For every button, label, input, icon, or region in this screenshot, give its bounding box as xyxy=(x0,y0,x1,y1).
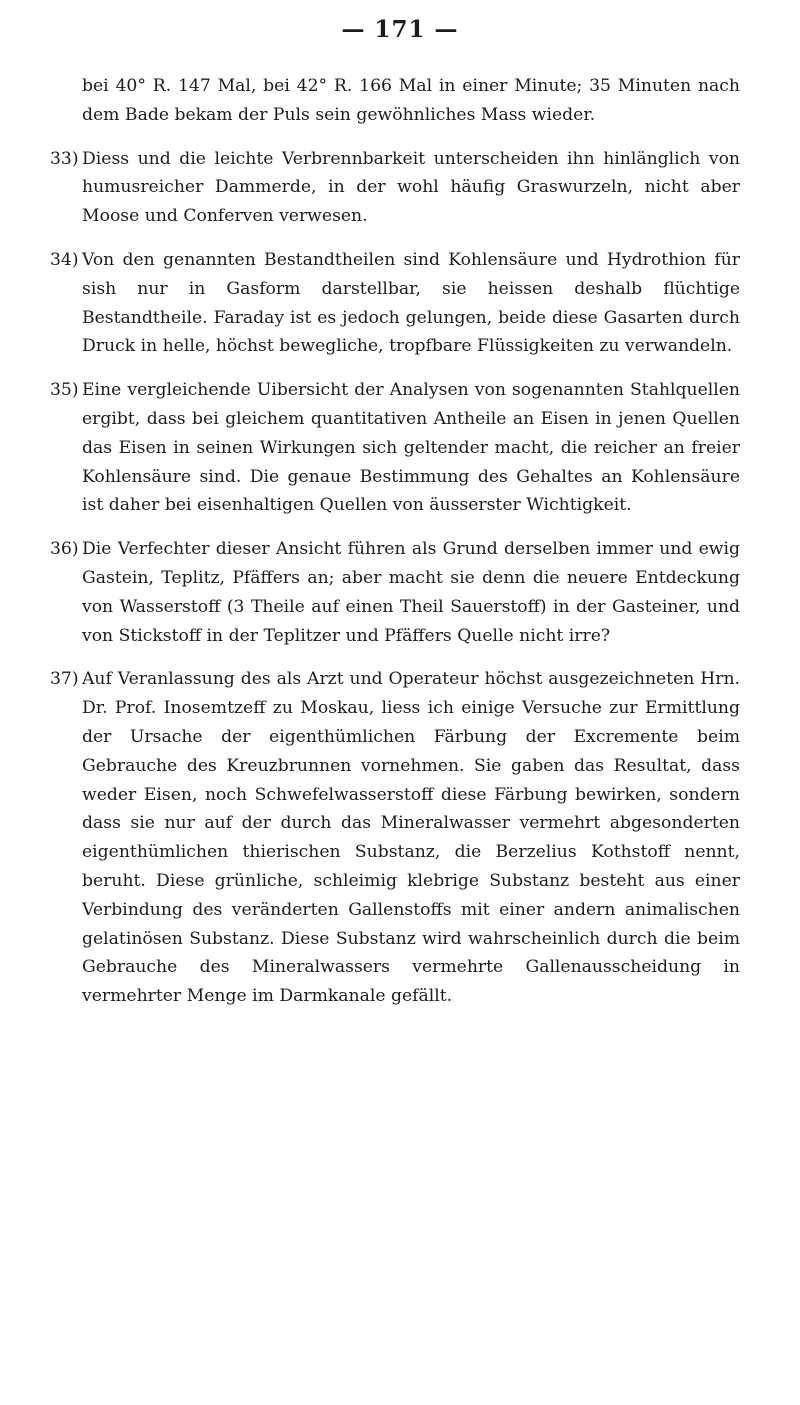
note-number: 37) xyxy=(50,669,79,690)
note-number: 36) xyxy=(50,539,79,560)
note-continuation xyxy=(50,72,740,130)
note-36 xyxy=(50,535,740,650)
note-number: 34) xyxy=(50,249,79,270)
note-number: 33) xyxy=(50,148,79,169)
note-text: Diess und die leichte Verbrennbarkeit unterscheiden ihn hinlänglich von humusreicher Dammerde, in der wohl häufig Graswurzeln, nicht aber Moose und Conferven verwesen. xyxy=(82,148,740,227)
page-number: — 171 — xyxy=(341,16,459,43)
note-37 xyxy=(50,665,740,1011)
endnotes xyxy=(50,72,740,1026)
note-text: bei 40° R. 147 Mal, bei 42° R. 166 Mal in einer Minute; 35 Minuten nach dem Bade bekam der Puls sein gewöhnliches Mass wieder. xyxy=(82,76,740,125)
note-34 xyxy=(50,246,740,361)
note-33 xyxy=(50,145,740,231)
note-text: Auf Veranlassung des als Arzt und Operateur höchst ausgezeichneten Hrn. Dr. Prof. Inosemtzeff zu Moskau, liess ich einige Versuche zur Ermittlung der Ursache der eigenthümlichen Färbung der Excremente beim Gebrauche des Kreuzbrunnen vornehmen. Sie gaben das Resultat, dass weder Eisen, noch Schwefelwasserstoff diese Färbung bewirken, sondern dass sie nur auf der durch das Mineralwasser vermehrt abgesonderten eigenthümlichen thierischen Substanz, die Berzelius Kothstoff nennt, beruht. Diese grünliche, schleimig klebrige Substanz besteht aus einer Verbindung des veränderten Gallenstoffs mit einer andern animalischen gelatinösen Substanz. Diese Substanz wird wahrscheinlich durch die beim Gebrauche des Mineralwassers vermehrte Gallenausscheidung in vermehrter Menge im Darmkanale gefällt. xyxy=(82,669,740,1007)
note-text: Von den genannten Bestandtheilen sind Kohlensäure und Hydrothion für sish nur in Gasform darstellbar, sie heissen deshalb flüchtige Bestandtheile. Faraday ist es jedoch gelungen, beide diese Gasarten durch Druck in helle, höchst bewegliche, tropfbare Flüssigkeiten zu verwandeln. xyxy=(82,249,740,357)
note-text: Eine vergleichende Uibersicht der Analysen von sogenannten Stahlquellen ergibt, dass bei gleichem quantitativen Antheile an Eisen in jenen Quellen das Eisen in seinen Wirkungen sich geltender macht, die reicher an freier Kohlensäure sind. Die genaue Bestimmung des Gehaltes an Kohlensäure ist daher bei eisenhaltigen Quellen von äusserster Wichtigkeit. xyxy=(82,380,740,516)
note-number: 35) xyxy=(50,380,79,401)
note-text: Die Verfechter dieser Ansicht führen als Grund derselben immer und ewig Gastein, Teplitz, Pfäffers an; aber macht sie denn die neuere Entdeckung von Wasserstoff (3 Theile auf einen Theil Sauerstoff) in der Gasteiner, und von Stickstoff in der Teplitzer und Pfäffers Quelle nicht irre? xyxy=(82,539,740,646)
note-35 xyxy=(50,376,740,520)
